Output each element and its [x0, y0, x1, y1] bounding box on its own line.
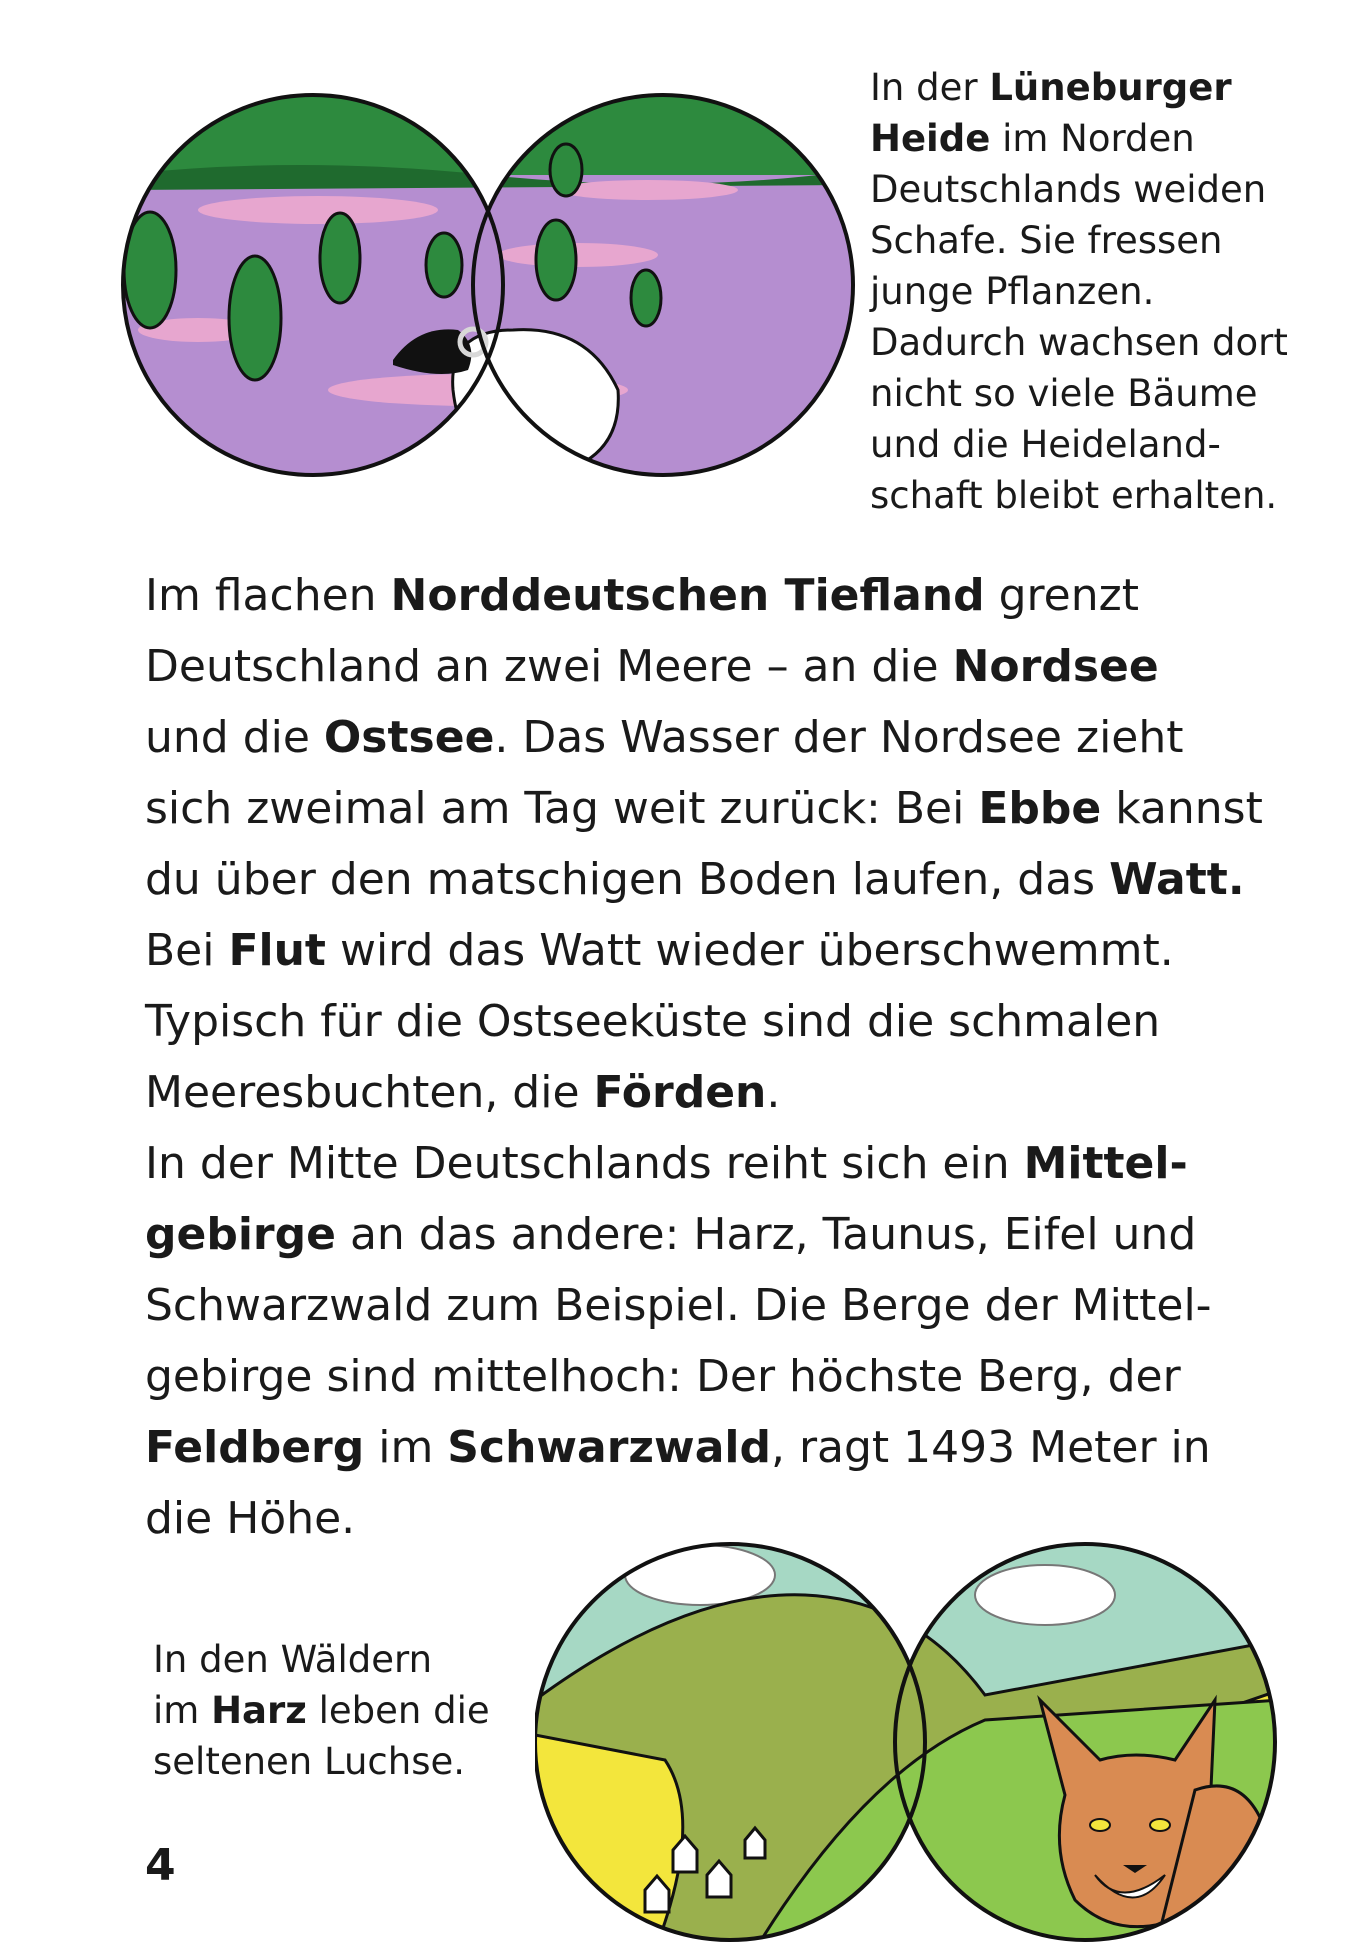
text-run: leben die: [306, 1689, 490, 1732]
heath-pink-patch: [498, 243, 658, 267]
text-run: Typisch für die Ostseeküste sind die schmalen: [145, 996, 1161, 1047]
juniper-bush: [426, 233, 462, 297]
heath-caption: [870, 62, 1350, 521]
text-run: junge Pflanzen.: [870, 270, 1155, 313]
heath-pink-patch: [198, 196, 438, 224]
text-run: In der: [870, 66, 990, 109]
text-run: Schafe. Sie fressen: [870, 219, 1223, 262]
text-run: In der Mitte Deutschlands reiht sich ein: [145, 1138, 1024, 1189]
text-run: In den Wäldern: [153, 1638, 433, 1681]
binocular-view-harz-illustration: [535, 1520, 1280, 1950]
text-run: sich zweimal am Tag weit zurück: Bei: [145, 783, 979, 834]
text-run: wird das Watt wieder überschwemmt.: [325, 925, 1174, 976]
text-run: , ragt 1493 Meter in: [770, 1422, 1211, 1473]
text-run: .: [766, 1067, 781, 1118]
bold-term: Nordsee: [952, 641, 1159, 692]
main-body-text: [145, 560, 1285, 1554]
text-run: an das andere: Harz, Taunus, Eifel und: [335, 1209, 1197, 1260]
heath-pink-patch: [558, 180, 738, 200]
forest-band: [118, 60, 858, 175]
text-run: und die: [145, 712, 324, 763]
text-run: . Das Wasser der Nordsee zieht: [494, 712, 1184, 763]
text-run: im: [153, 1689, 212, 1732]
text-run: und die Heideland-: [870, 423, 1221, 466]
bold-term: Watt.: [1109, 854, 1245, 905]
text-run: kannst: [1101, 783, 1263, 834]
text-run: im: [364, 1422, 448, 1473]
bold-term: Norddeutschen Tiefland: [390, 570, 985, 621]
juniper-bush: [320, 213, 360, 303]
text-run: im Norden: [990, 117, 1195, 160]
text-run: nicht so viele Bäume: [870, 372, 1258, 415]
harz-caption: [153, 1634, 513, 1787]
text-run: Deutschland an zwei Meere – an die: [145, 641, 953, 692]
text-run: grenzt: [984, 570, 1139, 621]
bold-term: Ebbe: [978, 783, 1102, 834]
bold-term: gebirge: [145, 1209, 336, 1260]
bold-term: Harz: [211, 1689, 307, 1732]
bold-term: Heide: [870, 117, 991, 160]
text-run: schaft bleibt erhalten.: [870, 474, 1278, 517]
text-run: gebirge sind mittelhoch: Der höchste Berg, der: [145, 1351, 1181, 1402]
bold-term: Schwarzwald: [447, 1422, 771, 1473]
juniper-bush: [631, 270, 661, 326]
text-run: Deutschlands weiden: [870, 168, 1267, 211]
text-run: seltenen Luchse.: [153, 1740, 466, 1783]
juniper-bush: [229, 256, 281, 380]
juniper-bush: [550, 144, 582, 196]
text-run: die Höhe.: [145, 1493, 356, 1544]
text-run: Im flachen: [145, 570, 391, 621]
text-run: Dadurch wachsen dort: [870, 321, 1288, 364]
cloud: [975, 1565, 1115, 1625]
bold-term: Mittel-: [1023, 1138, 1188, 1189]
bold-term: Feldberg: [145, 1422, 365, 1473]
bold-term: Lüneburger: [989, 66, 1232, 109]
text-run: Schwarzwald zum Beispiel. Die Berge der Mittel-: [145, 1280, 1212, 1331]
binocular-view-heath-illustration: [118, 60, 858, 490]
bold-term: Förden: [593, 1067, 767, 1118]
text-run: Bei: [145, 925, 229, 976]
cloud: [625, 1545, 775, 1605]
text-run: Meeresbuchten, die: [145, 1067, 594, 1118]
yellow-field: [535, 1735, 683, 1950]
bold-term: Flut: [228, 925, 326, 976]
page-number: 4: [145, 1840, 176, 1891]
juniper-bush: [536, 220, 576, 300]
bold-term: Ostsee: [323, 712, 495, 763]
text-run: du über den matschigen Boden laufen, das: [145, 854, 1110, 905]
